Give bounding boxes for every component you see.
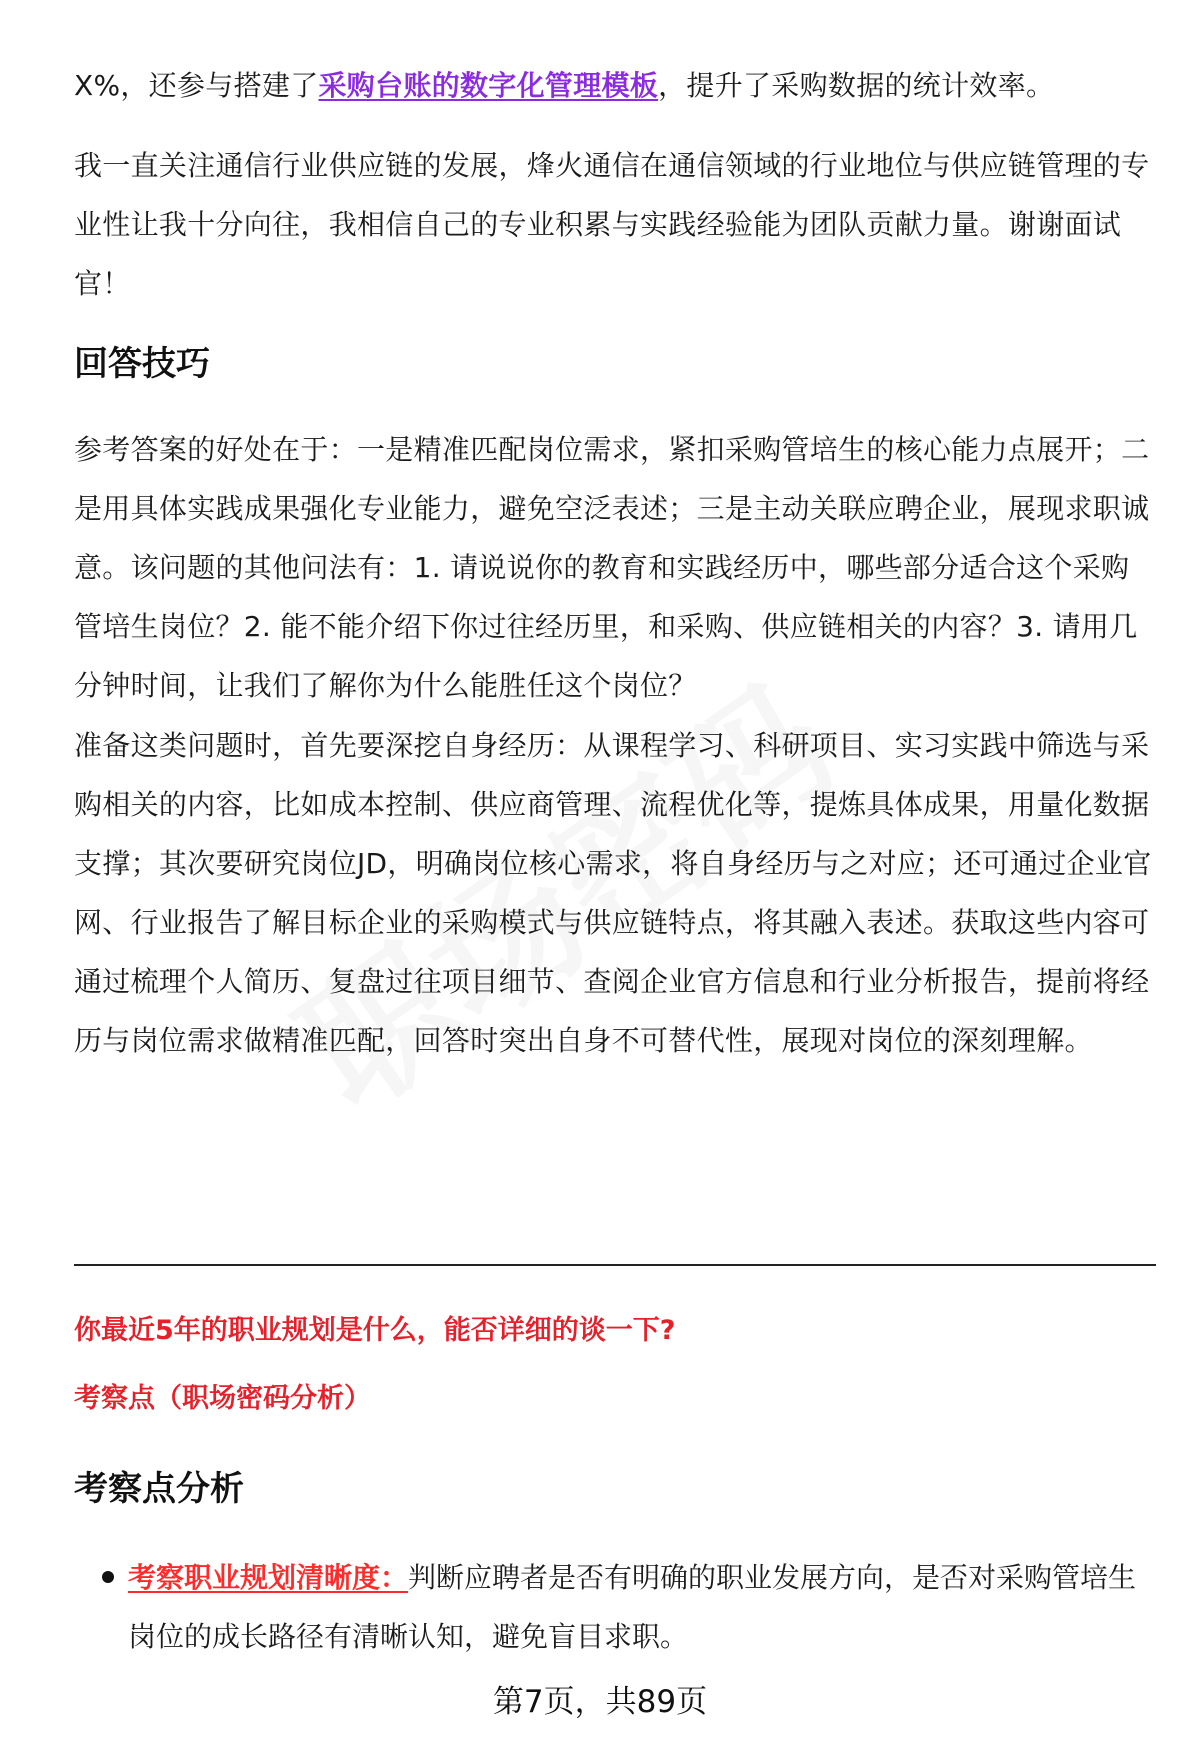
bullet-label: 考察职业规划清晰度： bbox=[128, 1561, 409, 1594]
paragraph-preparation: 准备这类问题时，首先要深挖自身经历：从课程学习、科研项目、实习实践中筛选与采购相关的内容，比如成本控制、供应商管理、流程优化等，提炼具体成果，用量化数据支撑；其次要研究岗位JD，明确岗位核心需求，将自身经历与之对应；还可通过企业官网、行业报告了解目标企业的采购模式与供应链特点，将其融入表述。获取这些内容可通过梳理个人简历、复盘过往项目细节、查阅企业官方信息和行业分析报告，提前将经历与岗位需求做精准匹配，回答时突出自身不可替代性，展现对岗位的深刻理解。 bbox=[74, 729, 1152, 1057]
text-span: ，提升了采购数据的统计效率。 bbox=[658, 69, 1055, 102]
text-span: X%，还参与搭建了 bbox=[74, 69, 319, 102]
interview-question: 你最近5年的职业规划是什么，能否详细的谈一下? bbox=[74, 1315, 676, 1346]
bullet-icon bbox=[102, 1571, 114, 1583]
bullet-description: 判断应聘者是否有明确的职业发展方向，是否对采购管培生岗位的成长路径有清晰认知，避免盲目求职。 bbox=[128, 1561, 1137, 1653]
highlight-template: 采购台账的数字化管理模板 bbox=[318, 69, 659, 102]
page-number: 第7页，共89页 bbox=[492, 1684, 708, 1720]
paragraph-answer-benefits: 参考答案的好处在于：一是精准匹配岗位需求，紧扣采购管培生的核心能力点展开；二是用具体实践成果强化专业能力，避免空泛表述；三是主动关联应聘企业，展现求职诚意。该问题的其他问法有：1. 请说说你的教育和实践经历中，哪些部分适合这个采购管培生岗位？2. 能不能介绍下你过往经历里，和采购、供应链相关的内容？3. 请用几分钟时间，让我们了解你为什么能胜任这个岗位？ bbox=[74, 433, 1150, 702]
heading-exam-analysis: 考察点分析 bbox=[74, 1469, 244, 1509]
section-divider bbox=[74, 1264, 1156, 1266]
paragraph-closing: 我一直关注通信行业供应链的发展，烽火通信在通信领域的行业地位与供应链管理的专业性让我十分向往，我相信自己的专业积累与实践经验能为团队贡献力量。谢谢面试官！ bbox=[74, 149, 1150, 300]
heading-answer-tips: 回答技巧 bbox=[74, 344, 210, 384]
bullet-text bbox=[128, 1548, 1156, 1666]
exam-point-label: 考察点（职场密码分析） bbox=[74, 1383, 371, 1414]
paragraph-intro-end bbox=[74, 56, 1154, 115]
